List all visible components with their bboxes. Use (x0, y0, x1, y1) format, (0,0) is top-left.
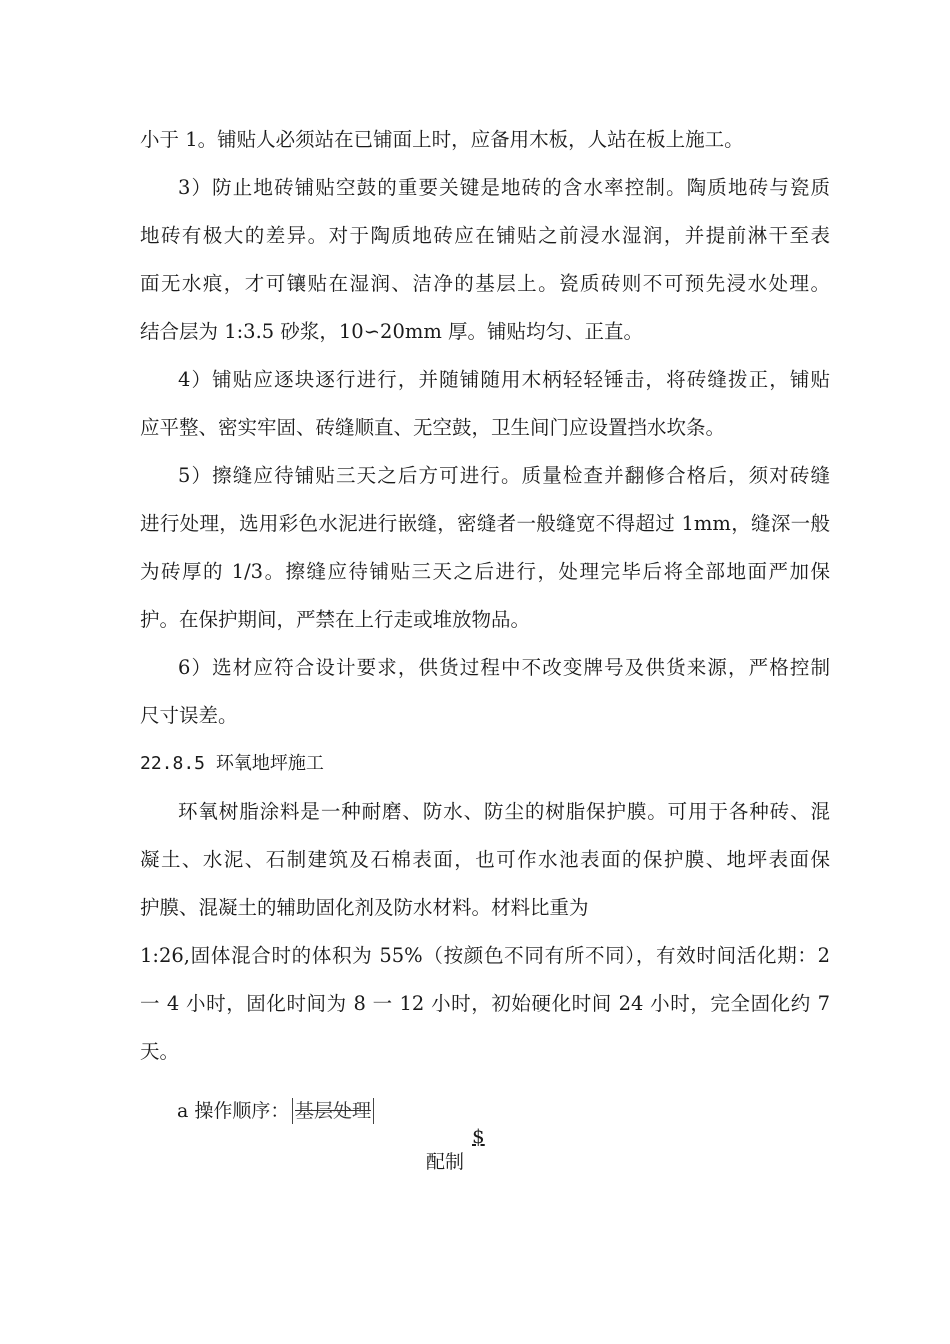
paragraph-line: 天。 (140, 1040, 180, 1063)
paragraph-line: 6）选材应符合设计要求，供货过程中不改变牌号及供货来源，严格控制 (178, 656, 830, 679)
paragraph-line: 地砖有极大的差异。对于陶质地砖应在铺贴之前浸水湿润，并提前淋干至表 (140, 224, 830, 247)
flow-step-next: 配制 (426, 1151, 465, 1173)
paragraph-line: 护膜、混凝土的辅助固化剂及防水材料。材料比重为 (140, 896, 589, 919)
paragraph-line: 应平整、密实牢固、砖缝顺直、无空鼓，卫生间门应设置挡水坎条。 (140, 416, 726, 439)
paragraph-line: 为砖厚的 1/3。擦缝应待铺贴三天之后进行，处理完毕后将全部地面严加保 (140, 560, 830, 583)
section-heading: 22.8.5 环氧地坪施工 (140, 753, 324, 774)
paragraph-line: 4）铺贴应逐块逐行进行，并随铺随用木柄轻轻锤击，将砖缝拨正，铺贴 (178, 368, 830, 391)
paragraph-line: 护。在保护期间，严禁在上行走或堆放物品。 (140, 608, 531, 631)
paragraph-line: 凝土、水泥、石制建筑及石棉表面，也可作水池表面的保护膜、地坪表面保 (140, 848, 830, 871)
paragraph-line: 尺寸误差。 (140, 704, 238, 727)
paragraph-line: 进行处理，选用彩色水泥进行嵌缝，密缝者一般缝宽不得超过 1mm，缝深一般 (140, 512, 830, 535)
paragraph-line: 5）擦缝应待铺贴三天之后方可进行。质量检查并翻修合格后，须对砖缝 (178, 464, 830, 487)
paragraph-line: 3）防止地砖铺贴空鼓的重要关键是地砖的含水率控制。陶质地砖与瓷质 (178, 176, 830, 199)
flow-label: a 操作顺序： (177, 1100, 290, 1122)
paragraph-line: 环氧树脂涂料是一种耐磨、防水、防尘的树脂保护膜。可用于各种砖、混 (178, 800, 830, 823)
paragraph-line: 结合层为 1:3.5 砂浆，10∽20mm 厚。铺贴均匀、正直。 (140, 320, 644, 343)
paragraph-line: 一 4 小时，固化时间为 8 一 12 小时，初始硬化时间 24 小时，完全固化约 7 (140, 992, 830, 1015)
paragraph-line: 面无水痕，才可镶贴在湿润、洁净的基层上。瓷质砖则不可预先浸水处理。 (140, 272, 830, 295)
paragraph-line: 1:26,固体混合时的体积为 55%（按颜色不同有所不同），有效时间活化期：2 (140, 944, 830, 967)
flow-arrow-icon: $ (472, 1124, 485, 1148)
paragraph-line: 小于 1。铺贴人必须站在已铺面上时，应备用木板，人站在板上施工。 (140, 128, 744, 151)
flow-step-box: 基层处理 (292, 1098, 374, 1124)
